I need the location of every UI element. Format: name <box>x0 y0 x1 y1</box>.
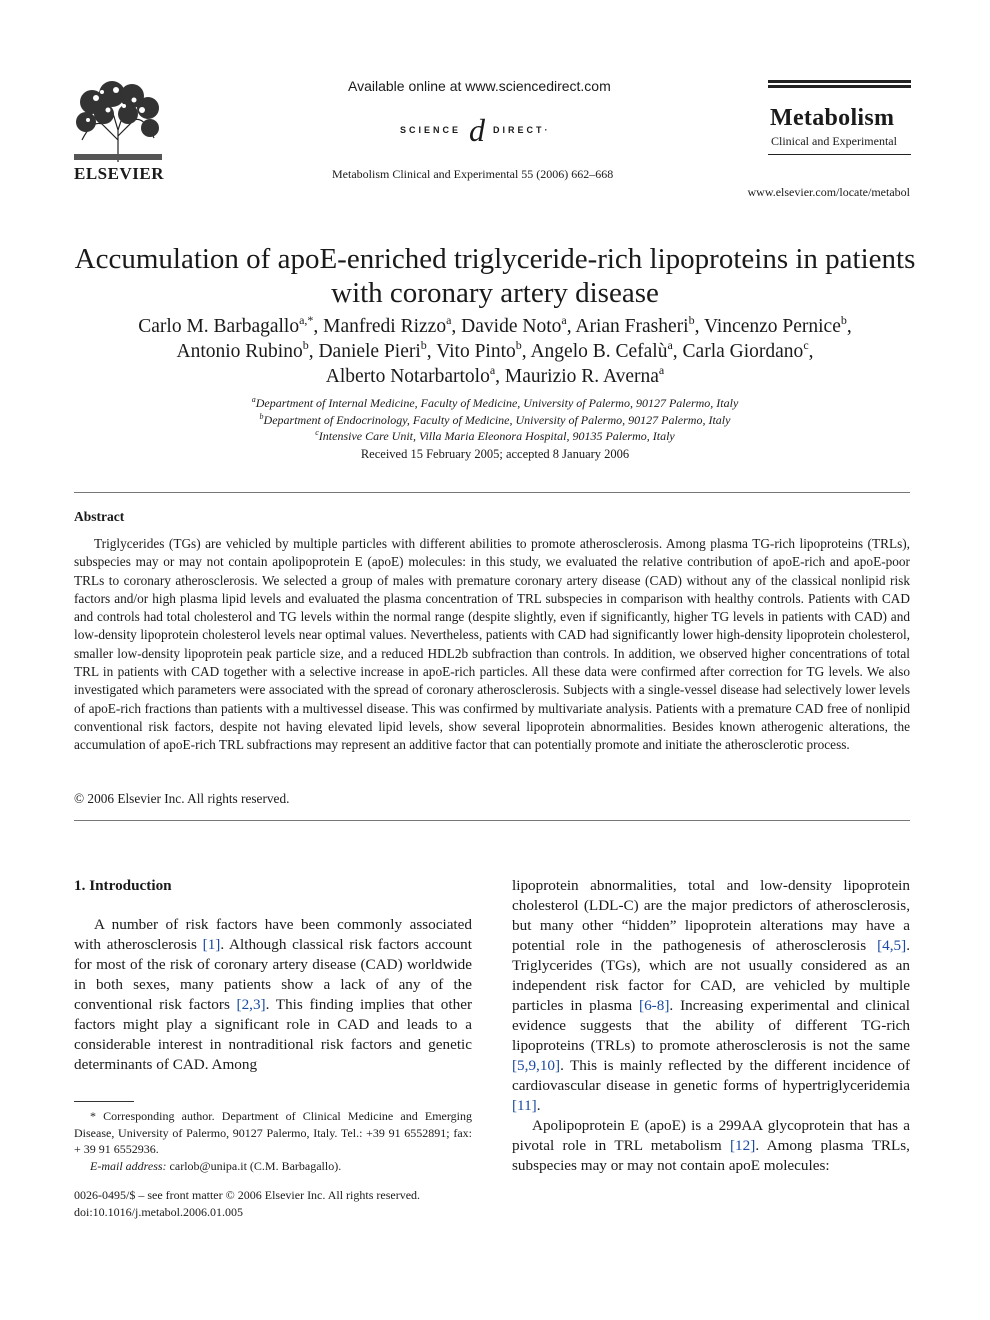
author-affiliation-mark: a <box>561 313 567 327</box>
author-affiliation-mark: a <box>658 363 665 377</box>
body-text: lipoprotein abnormalities, total and low-density lipoprotein cholesterol (LDL-C) are the major predictors of atherosclerosis, but many other “hidden” lipoprotein alterations may have a potential role in the pathogenesis of atherosclerosis <box>512 877 910 954</box>
sd-left-text: SCIENCE <box>400 125 462 135</box>
intro-paragraph-continued <box>512 876 910 1116</box>
body-text: . Increasing experimental and clinical evidence suggests that the ability of different TG-rich lipoproteins (TRLs) to promote atherosclerosis is not the same <box>512 997 910 1054</box>
reference-link[interactable]: [12] <box>730 1137 756 1154</box>
intro-paragraph-apoe <box>512 1116 910 1176</box>
received-dates: Received 15 February 2005; accepted 8 January 2006 <box>360 447 630 461</box>
author-affiliation-mark: b <box>840 313 847 327</box>
author-name: Alberto Notarbartolo <box>325 366 490 387</box>
affiliation-line <box>60 412 930 429</box>
author-affiliation-mark: b <box>515 338 522 352</box>
author-list <box>60 314 930 389</box>
reference-link[interactable]: [6-8] <box>639 997 670 1014</box>
affiliation-text: Intensive Care Unit, Villa Maria Eleonora Hospital, 90135 Palermo, Italy <box>318 429 675 443</box>
front-matter <box>74 1187 420 1221</box>
author-name: Vincenzo Pernice <box>703 316 841 337</box>
divider-top <box>74 492 910 493</box>
author-name: Davide Noto <box>461 316 562 337</box>
journal-url[interactable]: www.elsevier.com/locate/metabol <box>747 185 910 199</box>
affiliation-line <box>60 428 930 445</box>
publisher-name: ELSEVIER <box>74 164 164 183</box>
sd-right-text: DIRECT· <box>493 125 551 135</box>
title-line-2: with coronary artery disease <box>331 277 659 309</box>
author-affiliation-mark: b <box>302 338 309 352</box>
email-note <box>74 1158 472 1175</box>
author-name: Maurizio R. Averna <box>504 366 659 387</box>
sciencedirect-logo <box>400 114 551 146</box>
journal-title: Metabolism <box>770 105 895 131</box>
affiliation-text: Department of Internal Medicine, Faculty of Medicine, University of Palermo, 90127 Palermo, Italy <box>255 396 739 410</box>
body-text: . Triglycerides (TGs), which are not usually considered as an independent risk factor for CAD, are vehicled by multiple particles in plasma <box>512 937 910 1014</box>
author-name: Carla Giordano <box>682 341 804 362</box>
author-line <box>60 314 930 339</box>
email-label: E-mail address: <box>90 1159 167 1173</box>
journal-rule <box>768 154 911 155</box>
author-affiliation-mark: c <box>803 338 809 352</box>
affiliations <box>60 395 930 445</box>
available-online-text: Available online at www.sciencedirect.com <box>348 78 611 94</box>
author-name: Angelo B. Cefalù <box>530 341 668 362</box>
author-separator: , <box>495 366 505 387</box>
author-affiliation-mark: b <box>688 313 695 327</box>
reference-link[interactable]: [4,5] <box>877 937 907 954</box>
author-separator: , <box>846 316 852 337</box>
author-name: Arian Frasheri <box>575 316 689 337</box>
body-text: . This is mainly reflected by the different incidence of cardiovascular disease in genetic forms of hypertriglyceridemia <box>512 1057 910 1094</box>
affiliation-mark: a <box>251 395 256 404</box>
affiliation-text: Department of Endocrinology, Faculty of Medicine, University of Palermo, 90127 Palermo, Italy <box>263 412 731 427</box>
author-line <box>60 339 930 364</box>
body-text: . Among plasma TRLs, subspecies may or may not contain apoE molecules: <box>512 1137 910 1174</box>
author-name: Vito Pinto <box>436 341 516 362</box>
email-value[interactable]: carlob@unipa.it (C.M. Barbagallo). <box>166 1159 342 1173</box>
section-heading-introduction: 1. Introduction <box>74 877 172 894</box>
abstract-heading: Abstract <box>74 509 125 524</box>
doi-line[interactable]: doi:10.1016/j.metabol.2006.01.005 <box>74 1205 243 1219</box>
footnote-rule <box>74 1101 134 1102</box>
author-name: Antonio Rubino <box>176 341 303 362</box>
author-separator: , <box>808 341 814 362</box>
journal-subtitle: Clinical and Experimental <box>771 134 897 148</box>
author-affiliation-mark: a <box>446 313 452 327</box>
body-text: A number of risk factors have been commonly associated with atherosclerosis <box>74 916 472 953</box>
affiliation-mark: c <box>315 428 319 437</box>
divider-bottom <box>74 820 910 821</box>
author-separator: , <box>426 341 437 362</box>
author-separator: , <box>451 316 462 337</box>
author-line <box>60 364 930 389</box>
author-name: Daniele Pieri <box>318 341 421 362</box>
body-text: . <box>536 1097 541 1114</box>
author-affiliation-mark: a <box>489 363 496 377</box>
front-matter-line: 0026-0495/$ – see front matter © 2006 Elsevier Inc. All rights reserved. <box>74 1188 421 1202</box>
journal-header-rules <box>768 80 911 90</box>
body-text: . Although classical risk factors account for most of the risk of coronary artery disease (CAD) worldwide in both sexes, many patients show a lack of any of the conventional risk factors <box>74 936 472 1013</box>
intro-right-column <box>512 876 910 1176</box>
title-line-1: Accumulation of apoE-enriched triglyceride-rich lipoproteins in patients <box>74 243 916 275</box>
author-separator: , <box>694 316 704 337</box>
corresponding-author-note: * Corresponding author. Department of Clinical Medicine and Emerging Disease, University of Palermo, 90127 Palermo, Italy. Tel.: +39 91 6552891; fax: + 39 91 6552936. <box>74 1109 472 1156</box>
author-separator: , <box>672 341 683 362</box>
author-name: Manfredi Rizzo <box>323 316 447 337</box>
author-separator: , <box>308 341 319 362</box>
reference-link[interactable]: [5,9,10] <box>512 1057 561 1074</box>
reference-link[interactable]: [11] <box>512 1097 537 1114</box>
author-affiliation-mark: a <box>667 338 673 352</box>
author-separator: , <box>566 316 576 337</box>
author-separator: , <box>521 341 531 362</box>
author-affiliation-mark: a,* <box>299 313 314 327</box>
author-name: Carlo M. Barbagallo <box>138 316 300 337</box>
article-title <box>60 242 930 310</box>
reference-link[interactable]: [1] <box>202 936 221 953</box>
intro-left-column <box>74 915 472 1075</box>
body-text: . This finding implies that other factors might play a significant role in CAD and leads to a considerable interest in nontraditional risk factors and genetic determinants of CAD. Among <box>74 996 472 1073</box>
affiliation-mark: b <box>259 411 264 421</box>
affiliation-line <box>60 395 930 412</box>
sd-d-mark: d <box>469 112 486 148</box>
author-separator: , <box>313 316 324 337</box>
author-affiliation-mark: b <box>420 338 427 352</box>
abstract-text: Triglycerides (TGs) are vehicled by multiple particles with different abilities to promote atherosclerosis. Among plasma TG-rich lipoproteins (TRLs), subspecies may or may not contain apolipoprotein E (apoE) molecules: in this study, we evaluated the relative contribution of apoE-rich and apoE-poor TRLs to coronary atherosclerosis. We selected a group of males with premature coronary artery disease (CAD) without any of the classical nonlipid risk factors and/or high plasma lipid levels and evaluated the plasma concentration of TRL subspecies in comparison with healthy controls. Patients with CAD and controls had total cholesterol and TG levels within the normal range (despite slightly, even if significantly, higher TG levels in patients with CAD) and low-density lipoprotein cholesterol levels near optimal values. Nevertheless, patients with CAD had significantly lower high-density lipoprotein cholesterol, smaller low-density lipoprotein peak particle size, and a reduced HDL2b subfraction than controls. In addition, we observed higher concentrations of total TRL in patients with CAD together with a selective increase in apoE-rich particles. All these data were confirmed after correction for TG levels. We also investigated which parameters were associated with the spread of coronary atherosclerosis. Subjects with a single-vessel disease had selectively lower levels of apoE-rich fractions than patients with a multivessel disease. This was confirmed by multivariate analysis. Patients with a premature CAD free of nonlipid conventional risk factors, despite not having elevated lipid levels, show several lipoprotein abnormalities. Besides known atherogenic alterations, the accumulation of apoE-rich TRL subfractions may represent an additive factor that can potentially promote and initiate the atherosclerotic process. <box>74 536 910 753</box>
journal-citation: Metabolism Clinical and Experimental 55 (2006) 662–668 <box>332 167 614 181</box>
reference-link[interactable]: [2,3] <box>236 996 266 1013</box>
abstract-copyright: © 2006 Elsevier Inc. All rights reserved. <box>74 791 290 806</box>
body-text: Apolipoprotein E (apoE) is a 299AA glycoprotein that has a pivotal role in TRL metabolism <box>512 1117 910 1154</box>
